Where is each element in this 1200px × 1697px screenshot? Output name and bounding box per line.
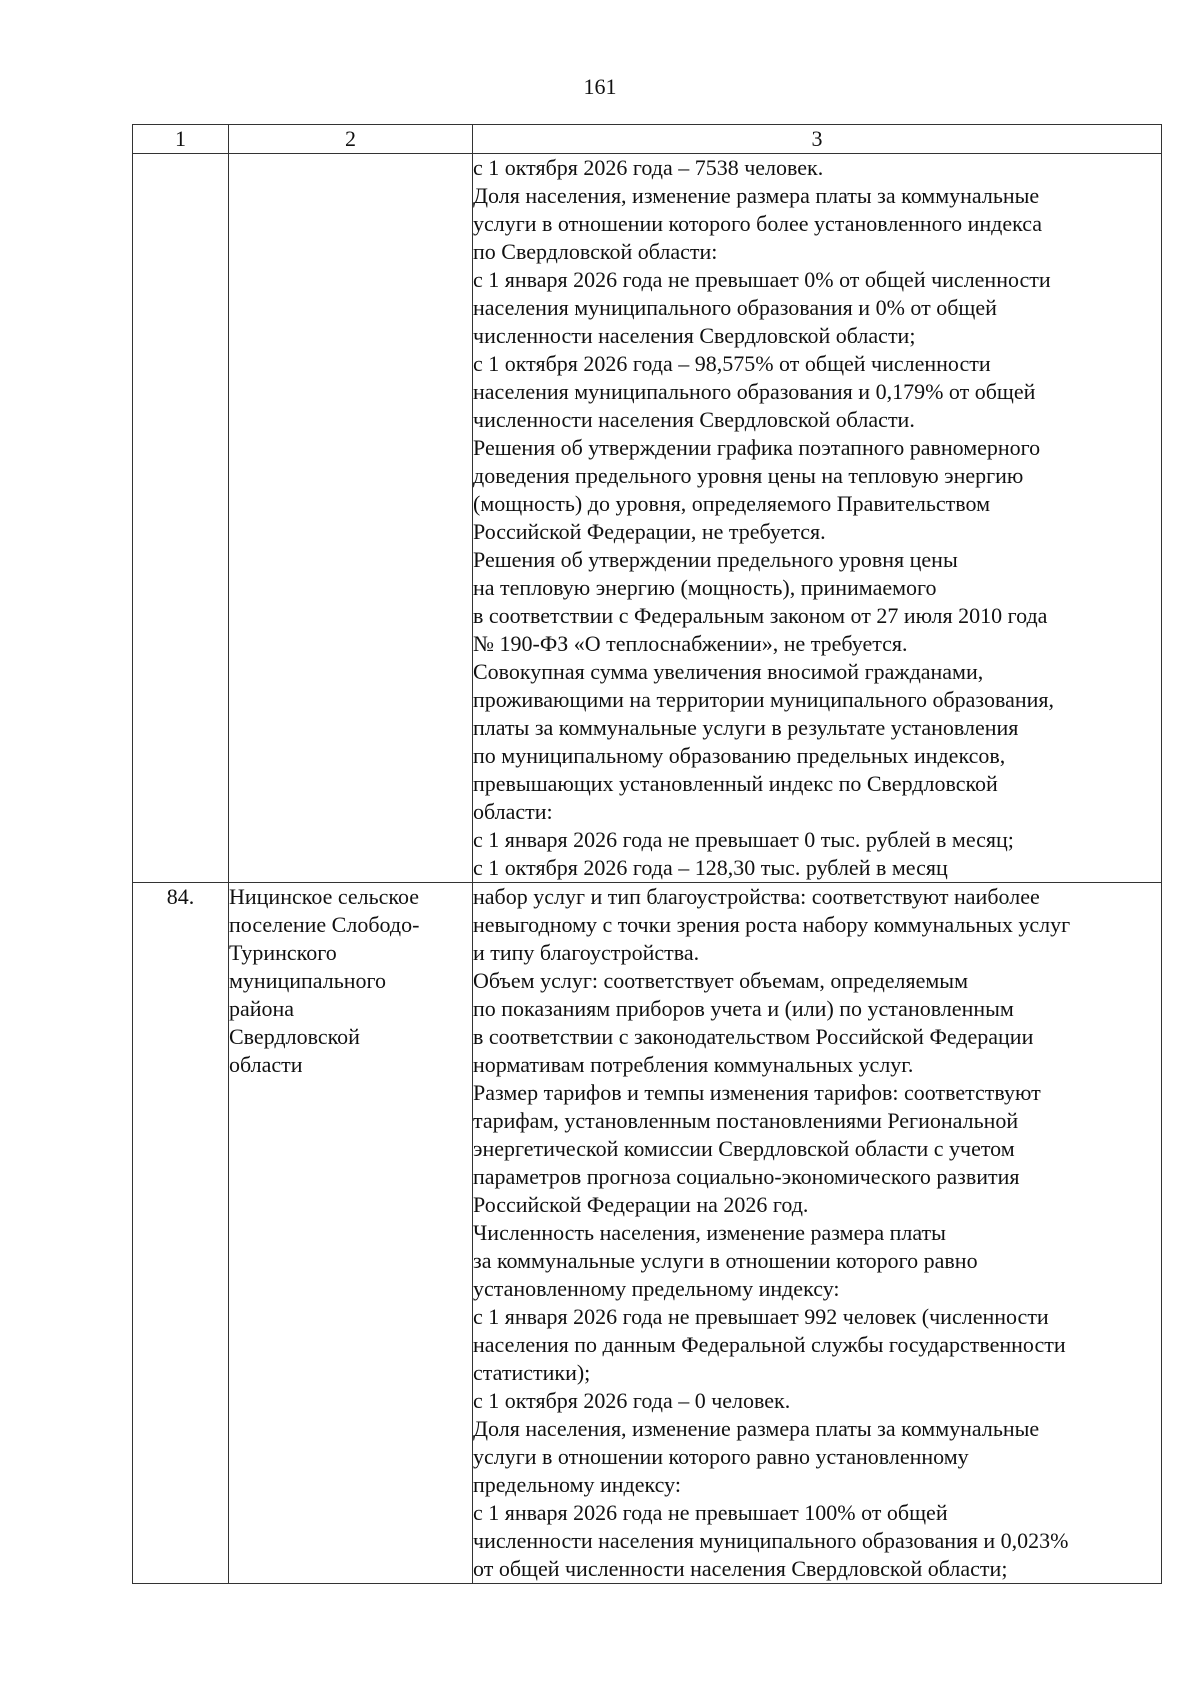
description-line: на тепловую энергию (мощность), принимаемого — [473, 575, 937, 600]
description-line: нормативам потребления коммунальных услуг. — [473, 1052, 914, 1077]
municipality-name-line: Свердловской — [229, 1024, 360, 1049]
description-line: услуги в отношении которого более установленного индекса — [473, 211, 1043, 236]
description-line: с 1 января 2026 года не превышает 100% от общей — [473, 1500, 948, 1525]
description-line: численности населения муниципального образования и 0,023% — [473, 1528, 1069, 1553]
municipality-name-line: муниципального — [229, 968, 387, 993]
description-line: тарифам, установленным постановлениями Региональной — [473, 1108, 1019, 1133]
description-line: с 1 октября 2026 года – 98,575% от общей численности — [473, 351, 991, 376]
description-line: области: — [473, 799, 553, 824]
description-line: Совокупная сумма увеличения вносимой гражданами, — [473, 659, 984, 684]
table-row — [133, 883, 1162, 1584]
municipality-name — [229, 154, 473, 883]
municipality-name-line: района — [229, 996, 295, 1021]
description-line: численности населения Свердловской области. — [473, 407, 915, 432]
description-line: Российской Федерации, не требуется. — [473, 519, 826, 544]
description-line: по муниципальному образованию предельных индексов, — [473, 743, 1006, 768]
table-header-row — [133, 125, 1162, 154]
description-line: с 1 января 2026 года не превышает 0% от общей численности — [473, 267, 1051, 292]
description-line: Численность населения, изменение размера платы — [473, 1220, 946, 1245]
description-line: невыгодному с точки зрения роста набору коммунальных услуг — [473, 912, 1071, 937]
description-line: с 1 октября 2026 года – 128,30 тыс. рублей в месяц — [473, 855, 948, 880]
description-line: населения по данным Федеральной службы государственности — [473, 1332, 1066, 1357]
description-line: по показаниям приборов учета и (или) по установленным — [473, 996, 1014, 1021]
description-line: от общей численности населения Свердловской области; — [473, 1556, 1008, 1581]
description-line: с 1 октября 2026 года – 7538 человек. — [473, 155, 824, 180]
row-number: 84. — [133, 883, 229, 1584]
description-line: Размер тарифов и темпы изменения тарифов: соответствуют — [473, 1080, 1041, 1105]
column-header-3: 3 — [473, 125, 1162, 154]
description-line: энергетической комиссии Свердловской области с учетом — [473, 1136, 1015, 1161]
municipality-name-line: Туринского — [229, 940, 337, 965]
description-line: за коммунальные услуги в отношении которого равно — [473, 1248, 978, 1273]
municipality-name-line: поселение Слободо- — [229, 912, 420, 937]
description-line: населения муниципального образования и 0% от общей — [473, 295, 997, 320]
description-line: с 1 января 2026 года не превышает 992 человек (численности — [473, 1304, 1049, 1329]
column-header-1: 1 — [133, 125, 229, 154]
column-header-2: 2 — [229, 125, 473, 154]
description-line: статистики); — [473, 1360, 591, 1385]
description-line: № 190-ФЗ «О теплоснабжении», не требуется. — [473, 631, 908, 656]
description-line: Решения об утверждении предельного уровня цены — [473, 547, 958, 572]
description-line: численности населения Свердловской области; — [473, 323, 916, 348]
description-line: в соответствии с Федеральным законом от 27 июля 2010 года — [473, 603, 1048, 628]
description-line: набор услуг и тип благоустройства: соответствуют наиболее — [473, 884, 1040, 909]
description-line: доведения предельного уровня цены на тепловую энергию — [473, 463, 1024, 488]
description-line: установленному предельному индексу: — [473, 1276, 840, 1301]
municipality-name-line: Ницинское сельское — [229, 884, 420, 909]
row-number — [133, 154, 229, 883]
description-line: и типу благоустройства. — [473, 940, 700, 965]
description-line: превышающих установленный индекс по Свердловской — [473, 771, 998, 796]
description-line: с 1 января 2026 года не превышает 0 тыс. рублей в месяц; — [473, 827, 1014, 852]
description-line: Решения об утверждении графика поэтапного равномерного — [473, 435, 1041, 460]
municipality-name — [229, 883, 473, 1584]
description-line: населения муниципального образования и 0,179% от общей — [473, 379, 1036, 404]
description-line: предельному индексу: — [473, 1472, 681, 1497]
description-line: в соответствии с законодательством Российской Федерации — [473, 1024, 1034, 1049]
description-line: Объем услуг: соответствует объемам, определяемым — [473, 968, 969, 993]
table-row — [133, 154, 1162, 883]
description-line: проживающими на территории муниципального образования, — [473, 687, 1055, 712]
description-cell — [473, 883, 1162, 1584]
page-number: 161 — [583, 74, 617, 99]
description-line: по Свердловской области: — [473, 239, 718, 264]
description-line: Доля населения, изменение размера платы за коммунальные — [473, 183, 1040, 208]
description-line: Доля населения, изменение размера платы за коммунальные — [473, 1416, 1040, 1441]
municipality-name-line: области — [229, 1052, 303, 1077]
description-line: параметров прогноза социально-экономического развития — [473, 1164, 1020, 1189]
description-line: платы за коммунальные услуги в результате установления — [473, 715, 1019, 740]
description-line: услуги в отношении которого равно установленному — [473, 1444, 969, 1469]
description-line: Российской Федерации на 2026 год. — [473, 1192, 809, 1217]
content-table — [132, 124, 1162, 1584]
description-line: (мощность) до уровня, определяемого Правительством — [473, 491, 991, 516]
description-line: с 1 октября 2026 года – 0 человек. — [473, 1388, 791, 1413]
description-cell — [473, 154, 1162, 883]
